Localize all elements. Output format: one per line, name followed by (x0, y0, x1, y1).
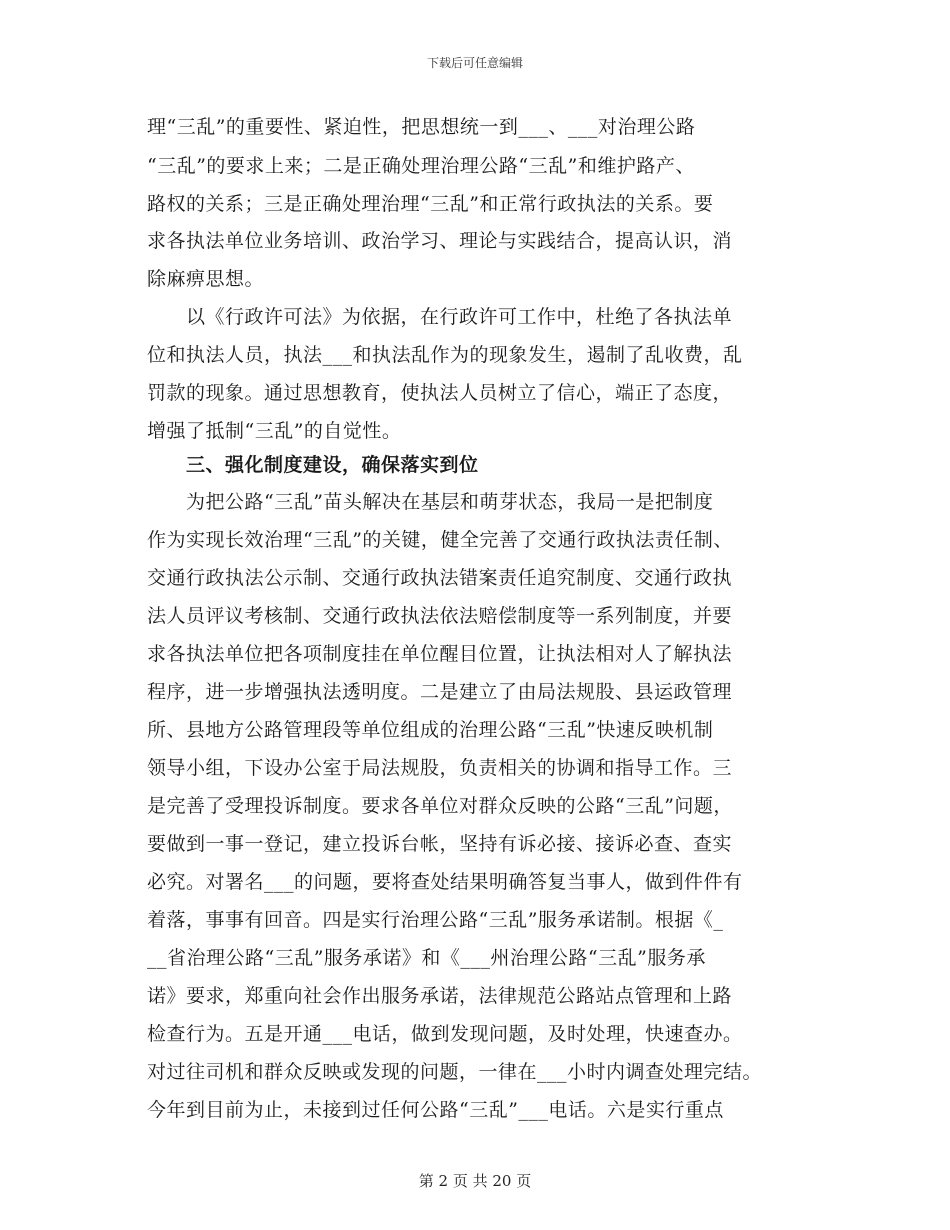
text-line: 是完善了受理投诉制度。要求各单位对群众反映的公路“三乱”问题， (147, 795, 733, 817)
text-line: 以《行政许可法》为依据，在行政许可工作中，杜绝了各执法单 (186, 306, 733, 328)
text-line: 位和执法人员，执法___和执法乱作为的现象发生，遏制了乱收费，乱 (147, 344, 743, 366)
text-line: 求各执法单位把各项制度挂在单位醒目位置，让执法相对人了解执法 (147, 643, 733, 665)
text-line: “三乱”的要求上来；二是正确处理治理公路“三乱”和维护路产、 (147, 155, 695, 177)
text-line: 着落，事事有回音。四是实行治理公路“三乱”服务承诺制。根据《_ (147, 909, 724, 931)
text-line: 罚款的现象。通过思想教育，使执法人员树立了信心，端正了态度， (147, 382, 733, 404)
text-line: 交通行政执法公示制、交通行政执法错案责任追究制度、交通行政执 (147, 567, 733, 589)
text-line: 诺》要求，郑重向社会作出服务承诺，法律规范公路站点管理和上路 (147, 985, 733, 1007)
text-line: 必究。对署名___的问题，要将查处结果明确答复当事人，做到件件有 (147, 871, 743, 893)
page-footer: 第 2 页 共 20 页 (418, 1172, 532, 1190)
text-line: 程序，进一步增强执法透明度。二是建立了由局法规股、县运政管理 (147, 681, 733, 703)
text-line: 要做到一事一登记，建立投诉台帐，坚持有诉必接、接诉必查、查实 (147, 833, 733, 855)
text-line: 理“三乱”的重要性、紧迫性，把思想统一到___、___对治理公路 (147, 116, 696, 138)
text-line: 作为实现长效治理“三乱”的关键，健全完善了交通行政执法责任制、 (147, 529, 733, 551)
text-line: 求各执法单位业务培训、政治学习、理论与实践结合，提高认识，消 (147, 230, 733, 252)
page-header: 下载后可任意编辑 (426, 56, 523, 70)
text-line: 今年到目前为止，未接到过任何公路“三乱”___电话。六是实行重点 (147, 1099, 724, 1121)
section-heading: 三、强化制度建设，确保落实到位 (186, 454, 479, 476)
text-line: 检查行为。五是开通___电话，做到发现问题，及时处理，快速查办。 (147, 1023, 743, 1045)
text-line: 领导小组，下设办公室于局法规股，负责相关的协调和指导工作。三 (147, 757, 733, 779)
text-line: 路权的关系；三是正确处理治理“三乱”和正常行政执法的关系。要 (147, 193, 714, 215)
text-line: 增强了抵制“三乱”的自觉性。 (147, 420, 402, 442)
text-line: 法人员评议考核制、交通行政执法依法赔偿制度等一系列制度，并要 (147, 605, 733, 627)
text-line: 所、县地方公路管理段等单位组成的治理公路“三乱”快速反映机制 (147, 719, 714, 741)
text-line: 除麻痹思想。 (147, 268, 265, 290)
text-line: 为把公路“三乱”苗头解决在基层和萌芽状态，我局一是把制度 (186, 491, 714, 513)
text-line: __省治理公路“三乱”服务承诺》和《___州治理公路“三乱”服务承 (147, 947, 706, 969)
text-line: 对过往司机和群众反映或发现的问题，一律在___小时内调查处理完结。 (147, 1061, 763, 1083)
